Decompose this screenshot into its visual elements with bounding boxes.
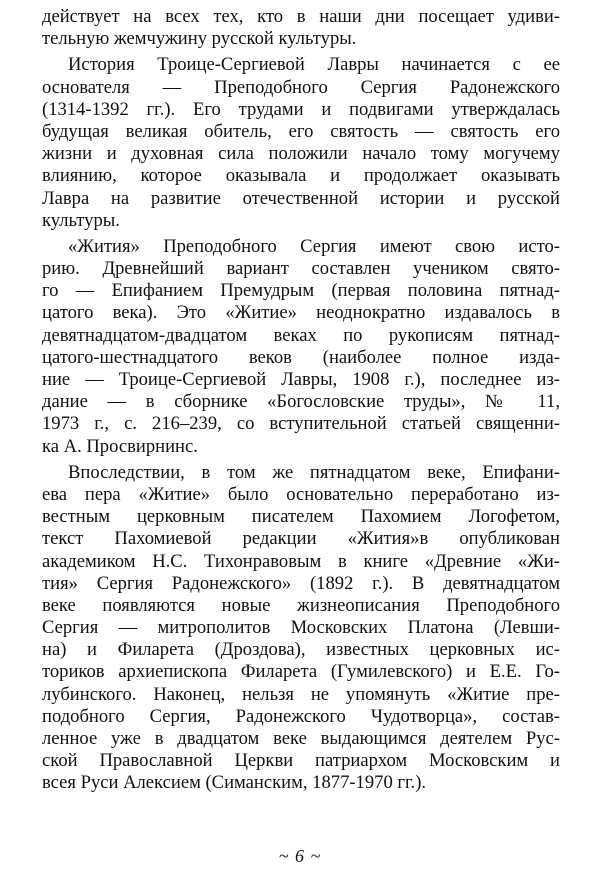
text-line: ка А. Просвирнинс. bbox=[42, 435, 198, 457]
text-line: ториков архиепископа Филарета (Гумилевского) и Е.Е. Го- bbox=[42, 661, 560, 683]
text-line: лубинского. Наконец, нельзя не упомянуть «Житие пре- bbox=[42, 683, 560, 705]
text-line: ской Православной Церкви патриархом Московским и bbox=[42, 750, 560, 772]
text-line: Сергия — митрополитов Московских Платона (Левши- bbox=[42, 617, 560, 639]
text-line: девятнадцатом-двадцатом веках по рукописям пятнад- bbox=[42, 324, 560, 346]
text-line: рию. Древнейший вариант составлен учеником свято- bbox=[42, 258, 560, 280]
text-line: веке появляются новые жизнеописания Преподобного bbox=[42, 594, 560, 616]
text-line: основателя — Преподобного Сергия Радонежского bbox=[42, 76, 560, 98]
text-line: 1973 г., с. 216–239, со вступительной статьей священни- bbox=[42, 413, 560, 435]
text-line: на) и Филарета (Дроздова), известных церковных ис- bbox=[42, 639, 560, 661]
text-line: жизни и духовная сила положили начало тому могучему bbox=[42, 143, 560, 165]
text-line: «Жития» Преподобного Сергия имеют свою исто- bbox=[68, 235, 560, 257]
text-line: цатого века). Это «Житие» неоднократно издавалось в bbox=[42, 302, 560, 324]
text-line: История Троице-Сергиевой Лавры начинается с ее bbox=[68, 54, 560, 76]
text-line: ние — Троице-Сергиевой Лавры, 1908 г.), последнее из- bbox=[42, 369, 560, 390]
text-line: (1314-1392 гг.). Его трудами и подвигами утверждалась bbox=[42, 98, 560, 120]
text-line: тельную жемчужину русской культуры. bbox=[42, 28, 357, 50]
text-line: действует на всех тех, кто в наши дни посещает удиви- bbox=[42, 6, 560, 27]
text-line: подобного Сергия, Радонежского Чудотворца», состав- bbox=[42, 705, 560, 727]
page-number: ~ 6 ~ bbox=[278, 846, 322, 866]
text-line: всея Руси Алексием (Симанским, 1877-1970 гг.). bbox=[42, 772, 427, 794]
text-line: культуры. bbox=[42, 209, 120, 231]
paragraph-3 bbox=[42, 236, 560, 458]
text-line: влиянию, которое оказывала и продолжает оказывать bbox=[42, 165, 560, 187]
text-line: тия» Сергия Радонежского» (1892 г.). В девятнадцатом bbox=[42, 572, 560, 594]
text-line: ленное уже в двадцатом веке выдающимся деятелем Рус- bbox=[42, 728, 560, 749]
text-line: вестным церковным писателем Пахомием Логофетом, bbox=[42, 506, 560, 528]
text-line: академиком Н.С. Тихонравовым в книге «Древние «Жи- bbox=[42, 550, 560, 572]
text-line: дание — в сборнике «Богословские труды», № 11, bbox=[42, 391, 560, 413]
text-line: будущая великая обитель, его святость — святость его bbox=[42, 120, 560, 142]
text-line: Лавра на развитие отечественной истории и русской bbox=[42, 187, 560, 209]
text-line: Впоследствии, в том же пятнадцатом веке, Епифани- bbox=[68, 461, 560, 483]
paragraph-1 bbox=[42, 6, 560, 50]
text-line: цатого-шестнадцатого веков (наиболее полное изда- bbox=[42, 346, 560, 368]
text-line: текст Пахомиевой редакции «Жития»в опубликован bbox=[42, 528, 560, 550]
text-line: го — Епифанием Премудрым (первая половина пятнад- bbox=[42, 280, 560, 302]
text-line: ева пера «Житие» было основательно переработано из- bbox=[42, 483, 560, 505]
paragraph-4 bbox=[42, 462, 560, 795]
paragraph-2 bbox=[42, 54, 560, 232]
page-body bbox=[42, 6, 560, 795]
